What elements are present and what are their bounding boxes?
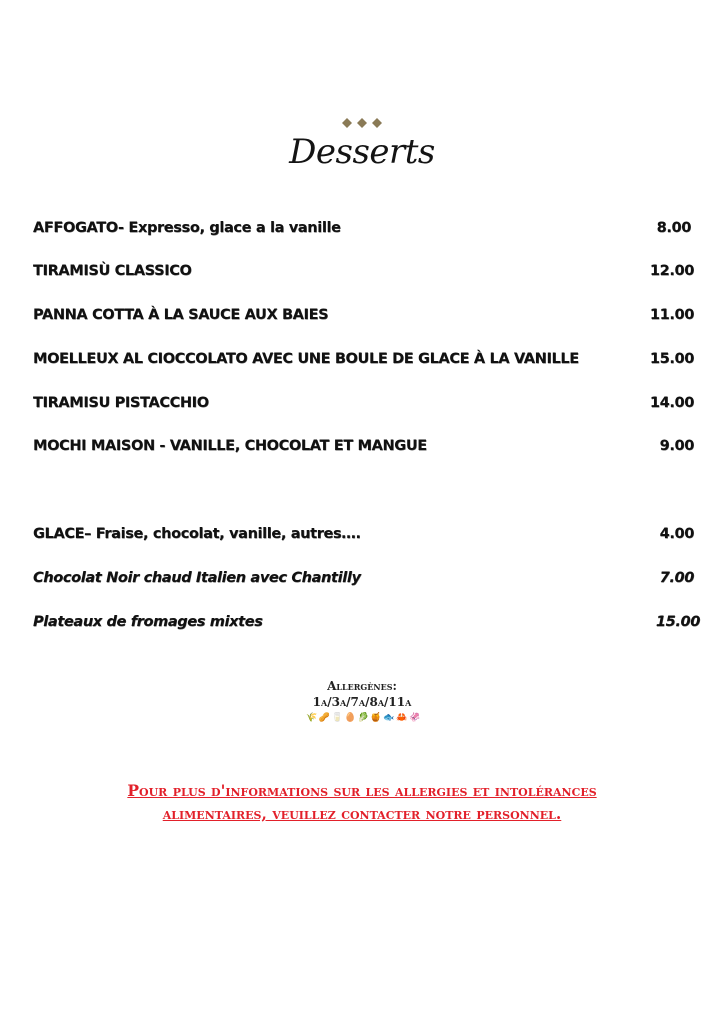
allergens-codes: 1a/3a/7a/8a/11a [312, 695, 412, 709]
menu-item-name: Plateaux de fromages mixtes [33, 614, 263, 630]
menu-item-name: GLACE– Fraise, chocolat, vanille, autres…. [33, 526, 361, 542]
menu-item-price: 8.00 [656, 220, 691, 236]
menu-item-name: MOCHI MAISON - VANILLE, CHOCOLAT ET MANGUE [33, 438, 427, 454]
menu-item-price: 15.00 [649, 351, 694, 367]
menu-item-panna-cotta [33, 307, 694, 329]
menu-item-price: 12.00 [649, 263, 694, 279]
menu-item-price: 4.00 [659, 526, 694, 542]
menu-item-name: Chocolat Noir chaud Italien avec Chantilly [33, 570, 361, 586]
menu-item-mochi [33, 438, 694, 460]
menu-item-glace [33, 526, 694, 548]
menu-item-moelleux [33, 351, 694, 373]
egg-icon: 🥚 [344, 713, 357, 723]
allergens-label: Allergènes: [327, 679, 397, 693]
fish-icon: 🐟 [383, 713, 396, 723]
allergen-icons [0, 711, 724, 725]
allergy-notice [0, 779, 724, 825]
menu-item-price: 9.00 [659, 438, 694, 454]
menu-item-name: MOELLEUX AL CIOCCOLATO AVEC UNE BOULE DE GLACE À LA VANILLE [33, 351, 579, 367]
menu-item-name: TIRAMISU PISTACCHIO [33, 395, 209, 411]
menu-item-tiramisu-classico [33, 263, 694, 285]
menu-item-name: AFFOGATO- Expresso, glace a la vanille [33, 220, 341, 236]
menu-item-price: 14.00 [649, 395, 694, 411]
peanut-icon: 🥜 [318, 713, 332, 723]
menu-item-fromages [33, 614, 700, 636]
crustacean-icon: 🦀 [396, 713, 409, 723]
milk-icon: 🥛 [331, 713, 344, 723]
celery-icon: 🥬 [357, 713, 370, 723]
mollusc-icon: 🦑 [409, 713, 422, 723]
menu-item-name: TIRAMISÙ CLASSICO [33, 263, 192, 279]
menu-item-chocolat-chaud [33, 570, 694, 592]
allergy-notice-line2: alimentaires, veuillez contacter notre personnel. [162, 804, 562, 823]
menu-item-price: 11.00 [649, 307, 694, 323]
menu-item-price: 15.00 [655, 614, 700, 630]
allergy-notice-line1: Pour plus d'informations sur les allergies et intolérances [127, 781, 597, 800]
mustard-icon: 🍯 [370, 713, 383, 723]
menu-item-price: 7.00 [659, 570, 694, 586]
gluten-icon: 🌾 [306, 713, 319, 723]
diamond-ornament-icon [0, 114, 724, 126]
menu-item-affogato [33, 220, 694, 242]
menu-item-tiramisu-pistacchio [33, 395, 694, 417]
menu-item-name: PANNA COTTA À LA SAUCE AUX BAIES [33, 307, 329, 323]
page-title: Desserts [289, 132, 435, 172]
